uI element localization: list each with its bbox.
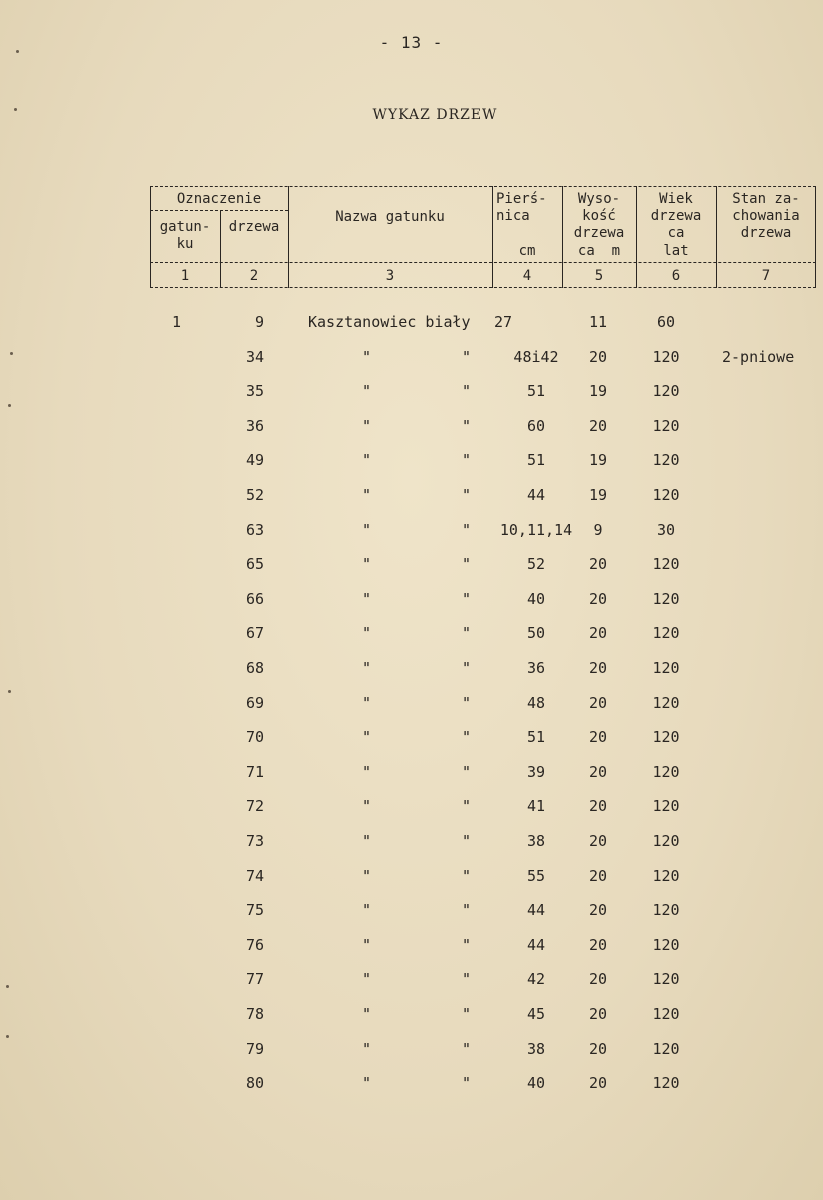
ditto-mark: " — [462, 935, 472, 954]
circumference-cell: 41 — [526, 797, 546, 816]
ditto-mark: " — [462, 832, 472, 850]
tree-number-cell: 73 — [245, 832, 264, 850]
ditto-mark: " — [362, 970, 372, 989]
age-cell: 120 — [652, 728, 680, 747]
age-cell: 120 — [652, 555, 680, 574]
species-name-cell: Kasztanowiec biały — [308, 313, 471, 331]
table-row — [0, 832, 823, 862]
circumference-cell: 55 — [526, 866, 546, 885]
age-cell: 120 — [652, 347, 680, 366]
height-cell: 20 — [588, 1039, 608, 1058]
circumference-cell: 40 — [526, 1074, 546, 1093]
table-row — [0, 313, 823, 343]
age-cell: 120 — [652, 866, 680, 885]
tree-number-cell: 63 — [245, 520, 264, 539]
age-cell: 120 — [652, 659, 680, 677]
tree-number-cell: 76 — [245, 935, 264, 954]
circumference-cell: 45 — [526, 1005, 546, 1023]
tree-number-cell: 66 — [245, 589, 264, 608]
ditto-mark: " — [362, 728, 372, 747]
tree-number-cell: 80 — [245, 1074, 264, 1093]
ditto-mark: " — [462, 589, 472, 608]
height-cell: 20 — [588, 832, 608, 850]
table-row — [0, 797, 823, 827]
table-row — [0, 1040, 823, 1070]
ditto-mark: " — [462, 901, 472, 920]
height-cell: 20 — [588, 659, 608, 677]
age-cell: 120 — [652, 416, 680, 435]
table-row — [0, 590, 823, 620]
table-row — [0, 1074, 823, 1104]
ditto-mark: " — [462, 728, 472, 747]
ditto-mark: " — [462, 451, 472, 470]
condition-cell: 2-pniowe — [722, 347, 795, 366]
circumference-cell: 51 — [526, 382, 546, 401]
tree-number-cell: 77 — [245, 970, 264, 989]
circumference-cell: 60 — [526, 416, 546, 435]
ditto-mark: " — [462, 866, 472, 885]
header-wiek: Wiek drzewa ca — [650, 191, 702, 241]
ditto-mark: " — [462, 624, 472, 643]
tree-number-cell: 34 — [245, 347, 264, 366]
height-cell: 20 — [588, 728, 608, 747]
ditto-mark: " — [462, 520, 472, 539]
ditto-mark: " — [362, 589, 372, 608]
table-row — [0, 451, 823, 481]
ditto-mark: " — [362, 555, 372, 574]
age-cell: 120 — [652, 762, 680, 781]
column-number: 2 — [249, 268, 259, 284]
paper-speck — [16, 50, 19, 53]
header-gatunku: gatun- ku — [159, 219, 211, 252]
paper-speck — [6, 1035, 9, 1038]
circumference-cell: 51 — [526, 451, 546, 470]
circumference-cell: 40 — [526, 589, 546, 608]
ditto-mark: " — [362, 347, 372, 366]
ditto-mark: " — [462, 1005, 472, 1023]
age-cell: 30 — [656, 520, 676, 539]
circumference-cell: 44 — [526, 935, 546, 954]
ditto-mark: " — [462, 970, 472, 989]
circumference-cell: 50 — [526, 624, 546, 643]
tree-number-cell: 70 — [245, 728, 264, 747]
table-row — [0, 659, 823, 689]
paper-speck — [6, 985, 9, 988]
height-cell: 19 — [588, 382, 608, 401]
age-cell: 60 — [656, 313, 676, 331]
ditto-mark: " — [362, 1039, 372, 1058]
age-cell: 120 — [652, 382, 680, 401]
table-row — [0, 763, 823, 793]
ditto-mark: " — [462, 382, 472, 401]
ditto-mark: " — [462, 762, 472, 781]
height-cell: 9 — [593, 520, 603, 539]
species-code-cell: 1 — [172, 313, 182, 331]
tree-number-cell: 72 — [245, 797, 264, 816]
circumference-cell: 51 — [526, 728, 546, 747]
ditto-mark: " — [362, 486, 372, 504]
page-number: - 13 - — [379, 33, 444, 52]
age-cell: 120 — [652, 589, 680, 608]
table-row — [0, 901, 823, 931]
table-row — [0, 728, 823, 758]
column-number: 4 — [522, 268, 532, 284]
ditto-mark: " — [362, 797, 372, 816]
ditto-mark: " — [362, 451, 372, 470]
table-row — [0, 348, 823, 378]
tree-number-cell: 9 — [254, 313, 264, 331]
tree-number-cell: 71 — [245, 762, 264, 781]
height-cell: 20 — [588, 624, 608, 643]
column-number: 6 — [671, 268, 681, 284]
circumference-cell: 27 — [494, 313, 513, 331]
header-wysokosc-unit: ca m — [577, 243, 621, 259]
circumference-cell: 38 — [526, 832, 546, 850]
height-cell: 20 — [588, 347, 608, 366]
height-cell: 20 — [588, 762, 608, 781]
table-row — [0, 867, 823, 897]
height-cell: 20 — [588, 589, 608, 608]
oznaczenie-rule — [150, 210, 288, 211]
circumference-cell: 38 — [526, 1039, 546, 1058]
header-oznaczenie: Oznaczenie — [176, 191, 262, 207]
table-row — [0, 936, 823, 966]
age-cell: 120 — [652, 486, 680, 504]
ditto-mark: " — [362, 416, 372, 435]
ditto-mark: " — [462, 1039, 472, 1058]
age-cell: 120 — [652, 970, 680, 989]
circumference-cell: 44 — [526, 486, 546, 504]
height-cell: 20 — [588, 866, 608, 885]
ditto-mark: " — [462, 347, 472, 366]
ditto-mark: " — [462, 555, 472, 574]
age-cell: 120 — [652, 901, 680, 920]
table-row — [0, 486, 823, 516]
circumference-cell: 44 — [526, 901, 546, 920]
ditto-mark: " — [362, 901, 372, 920]
column-number: 7 — [761, 268, 771, 284]
tree-number-cell: 65 — [245, 555, 264, 574]
tree-number-cell: 79 — [245, 1039, 264, 1058]
ditto-mark: " — [362, 659, 372, 677]
ditto-mark: " — [362, 382, 372, 401]
table-row — [0, 970, 823, 1000]
header-piersnica: Pierś- nica — [496, 191, 547, 224]
height-cell: 19 — [588, 451, 608, 470]
height-cell: 20 — [588, 693, 608, 712]
height-cell: 20 — [588, 1074, 608, 1093]
header-drzewa: drzewa — [228, 219, 280, 235]
tree-number-cell: 69 — [245, 693, 264, 712]
header-piersnica-unit: cm — [518, 243, 536, 259]
paper-speck — [8, 404, 11, 407]
ditto-mark: " — [462, 797, 472, 816]
tree-number-cell: 68 — [245, 659, 264, 677]
circumference-cell: 39 — [526, 762, 546, 781]
ditto-mark: " — [362, 866, 372, 885]
age-cell: 120 — [652, 832, 680, 850]
age-cell: 120 — [652, 1074, 680, 1093]
age-cell: 120 — [652, 797, 680, 816]
ditto-mark: " — [362, 935, 372, 954]
height-cell: 20 — [588, 416, 608, 435]
tree-number-cell: 52 — [245, 486, 264, 504]
age-cell: 120 — [652, 451, 680, 470]
table-row — [0, 1005, 823, 1035]
ditto-mark: " — [462, 1074, 472, 1093]
tree-number-cell: 78 — [245, 1005, 264, 1023]
table-row — [0, 694, 823, 724]
table-row — [0, 521, 823, 551]
height-cell: 20 — [588, 901, 608, 920]
header-stan: Stan za- chowania drzewa — [732, 191, 800, 241]
column-number: 5 — [594, 268, 604, 284]
age-cell: 120 — [652, 1039, 680, 1058]
ditto-mark: " — [362, 1074, 372, 1093]
ditto-mark: " — [462, 693, 472, 712]
ditto-mark: " — [362, 832, 372, 850]
table-row — [0, 382, 823, 412]
paper-speck — [14, 108, 17, 111]
circumference-cell: 48i42 — [513, 347, 559, 366]
table-row — [0, 555, 823, 585]
height-cell: 20 — [588, 935, 608, 954]
column-number: 3 — [385, 268, 395, 284]
age-cell: 120 — [652, 1005, 680, 1023]
table-header — [150, 186, 816, 288]
height-cell: 20 — [588, 970, 608, 989]
height-cell: 20 — [588, 555, 608, 574]
ditto-mark: " — [362, 624, 372, 643]
height-cell: 20 — [588, 1005, 608, 1023]
height-cell: 11 — [588, 313, 608, 331]
circumference-cell: 42 — [526, 970, 546, 989]
ditto-mark: " — [462, 659, 472, 677]
table-row — [0, 417, 823, 447]
tree-number-cell: 67 — [245, 624, 264, 643]
column-number: 1 — [180, 268, 190, 284]
header-nazwa: Nazwa gatunku — [335, 209, 445, 225]
ditto-mark: " — [362, 762, 372, 781]
tree-number-cell: 75 — [245, 901, 264, 920]
circumference-cell: 48 — [526, 693, 546, 712]
ditto-mark: " — [362, 693, 372, 712]
age-cell: 120 — [652, 624, 680, 643]
header-wysokosc: Wyso- kość drzewa — [573, 191, 625, 241]
height-cell: 20 — [588, 797, 608, 816]
document-title: WYKAZ DRZEW — [372, 107, 498, 123]
paper-speck — [8, 690, 11, 693]
circumference-cell: 36 — [526, 659, 546, 677]
ditto-mark: " — [362, 520, 372, 539]
paper-speck — [10, 352, 13, 355]
ditto-mark: " — [462, 486, 472, 504]
age-cell: 120 — [652, 935, 680, 954]
tree-number-cell: 74 — [245, 866, 264, 885]
age-cell: 120 — [652, 693, 680, 712]
circumference-cell: 10,11,14 — [499, 520, 573, 539]
ditto-mark: " — [362, 1005, 372, 1023]
ditto-mark: " — [462, 416, 472, 435]
header-wiek-unit: lat — [663, 243, 689, 259]
height-cell: 19 — [588, 486, 608, 504]
circumference-cell: 52 — [526, 555, 546, 574]
tree-number-cell: 36 — [245, 416, 264, 435]
table-row — [0, 624, 823, 654]
tree-number-cell: 35 — [245, 382, 264, 401]
tree-number-cell: 49 — [245, 451, 264, 470]
